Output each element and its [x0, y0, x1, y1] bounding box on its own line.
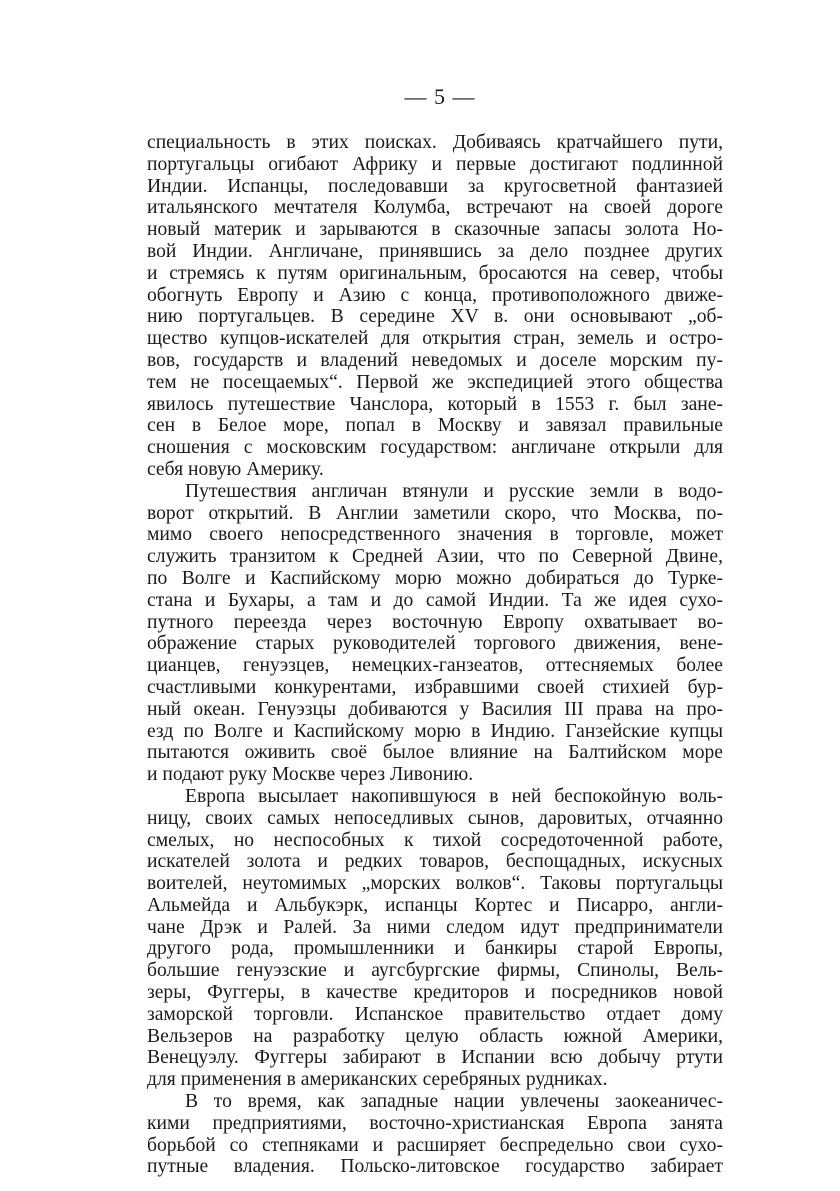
- text-line: езд по Волге и Каспийскому морю в Индию. Ганзейские купцы: [147, 720, 723, 742]
- body-text: [147, 132, 723, 1178]
- text-line: чане Дрэк и Ралей. За ними следом идут предприниматели: [147, 916, 723, 938]
- text-line: мимо своего непосредственного значения в торговле, может: [147, 524, 723, 546]
- text-line: ный океан. Генуэзцы добиваются у Василия III права на про-: [147, 698, 723, 720]
- text-line: и стремясь к путям оригинальным, бросаются на север, чтобы: [147, 262, 723, 284]
- text-line: Альмейда и Альбукэрк, испанцы Кортес и Писарро, англи-: [147, 894, 723, 916]
- text-line: сношения с московским государством: англичане открыли для: [147, 437, 723, 459]
- text-line: ображение старых руководителей торгового движения, вене-: [147, 633, 723, 655]
- text-line: явилось путешествие Чанслора, который в 1553 г. был зане-: [147, 393, 723, 415]
- text-line: цианцев, генуэзцев, немецких-ганзеатов, оттесняемых более: [147, 655, 723, 677]
- text-line: стана и Бухары, а там и до самой Индии. Та же идея сухо-: [147, 589, 723, 611]
- text-line: Венецуэлу. Фуггеры забирают в Испании всю добычу ртути: [147, 1047, 723, 1069]
- text-line: большие генуэзские и аугсбургские фирмы, Спинолы, Вель-: [147, 960, 723, 982]
- text-line: и подают руку Москве через Ливонию.: [147, 764, 474, 786]
- text-line: ворот открытий. В Англии заметили скоро, что Москва, по-: [147, 502, 723, 524]
- text-line: путного переезда через восточную Европу охватывает во-: [147, 611, 723, 633]
- text-line: счастливыми конкурентами, избравшими своей стихией бур-: [147, 676, 723, 698]
- text-line: Путешествия англичан втянули и русские земли в водо-: [185, 480, 723, 502]
- text-line: вой Индии. Англичане, принявшись за дело позднее других: [147, 240, 723, 262]
- text-line: В то время, как западные нации увлечены заокеаничес-: [185, 1091, 723, 1113]
- text-line: борьбой со степняками и расширяет беспредельно свои сухо-: [147, 1134, 723, 1156]
- text-line: ницу, своих самых непоседливых сынов, даровитых, отчаянно: [147, 807, 723, 829]
- text-line: другого рода, промышленники и банкиры старой Европы,: [147, 938, 723, 960]
- text-line: тем не посещаемых“. Первой же экспедицией этого общества: [147, 371, 723, 393]
- text-line: специальность в этих поисках. Добиваясь кратчайшего пути,: [147, 132, 723, 153]
- text-line: нию португальцев. В середине XV в. они основывают „об-: [147, 306, 723, 328]
- text-line: кими предприятиями, восточно-христианская Европа занята: [147, 1112, 723, 1134]
- text-line: заморской торговли. Испанское правительство отдает дому: [147, 1003, 723, 1025]
- text-line: новый материк и зарываются в сказочные запасы золота Но-: [147, 219, 723, 241]
- text-line: себя новую Америку.: [147, 458, 324, 480]
- text-line: сен в Белое море, попал в Москву и завязал правильные: [147, 415, 723, 437]
- text-line: искателей золота и редких товаров, беспощадных, искусных: [147, 851, 723, 873]
- text-line: Вельзеров на разработку целую область южной Америки,: [147, 1025, 723, 1047]
- text-line: путные владения. Польско-литовское государство забирает: [147, 1156, 723, 1178]
- text-line: воителей, неутомимых „морских волков“. Таковы португальцы: [147, 873, 723, 895]
- text-line: по Волге и Каспийскому морю можно добираться до Турке-: [147, 567, 723, 589]
- text-line: для применения в американских серебряных рудниках.: [147, 1069, 608, 1091]
- text-line: обогнуть Европу и Азию с конца, противоположного движе-: [147, 284, 723, 306]
- text-line: вов, государств и владений неведомых и доселе морским пу-: [147, 349, 723, 371]
- text-line: служить транзитом к Средней Азии, что по Северной Двине,: [147, 546, 723, 568]
- text-line: зеры, Фуггеры, в качестве кредиторов и посредников новой: [147, 982, 723, 1004]
- text-line: щество купцов-искателей для открытия стран, земель и остро-: [147, 328, 723, 350]
- text-line: Индии. Испанцы, последовавши за кругосветной фантазией: [147, 175, 723, 197]
- text-line: Европа высылает накопившуюся в ней беспокойную воль-: [185, 785, 723, 807]
- text-line: португальцы огибают Африку и первые достигают подлинной: [147, 153, 723, 175]
- text-line: смелых, но неспособных к тихой сосредоточенной работе,: [147, 829, 723, 851]
- page-number: — 5 —: [404, 84, 476, 109]
- text-line: итальянского мечтателя Колумба, встречают на своей дороге: [147, 197, 723, 219]
- text-line: пытаются оживить своё былое влияние на Балтийском море: [147, 742, 723, 764]
